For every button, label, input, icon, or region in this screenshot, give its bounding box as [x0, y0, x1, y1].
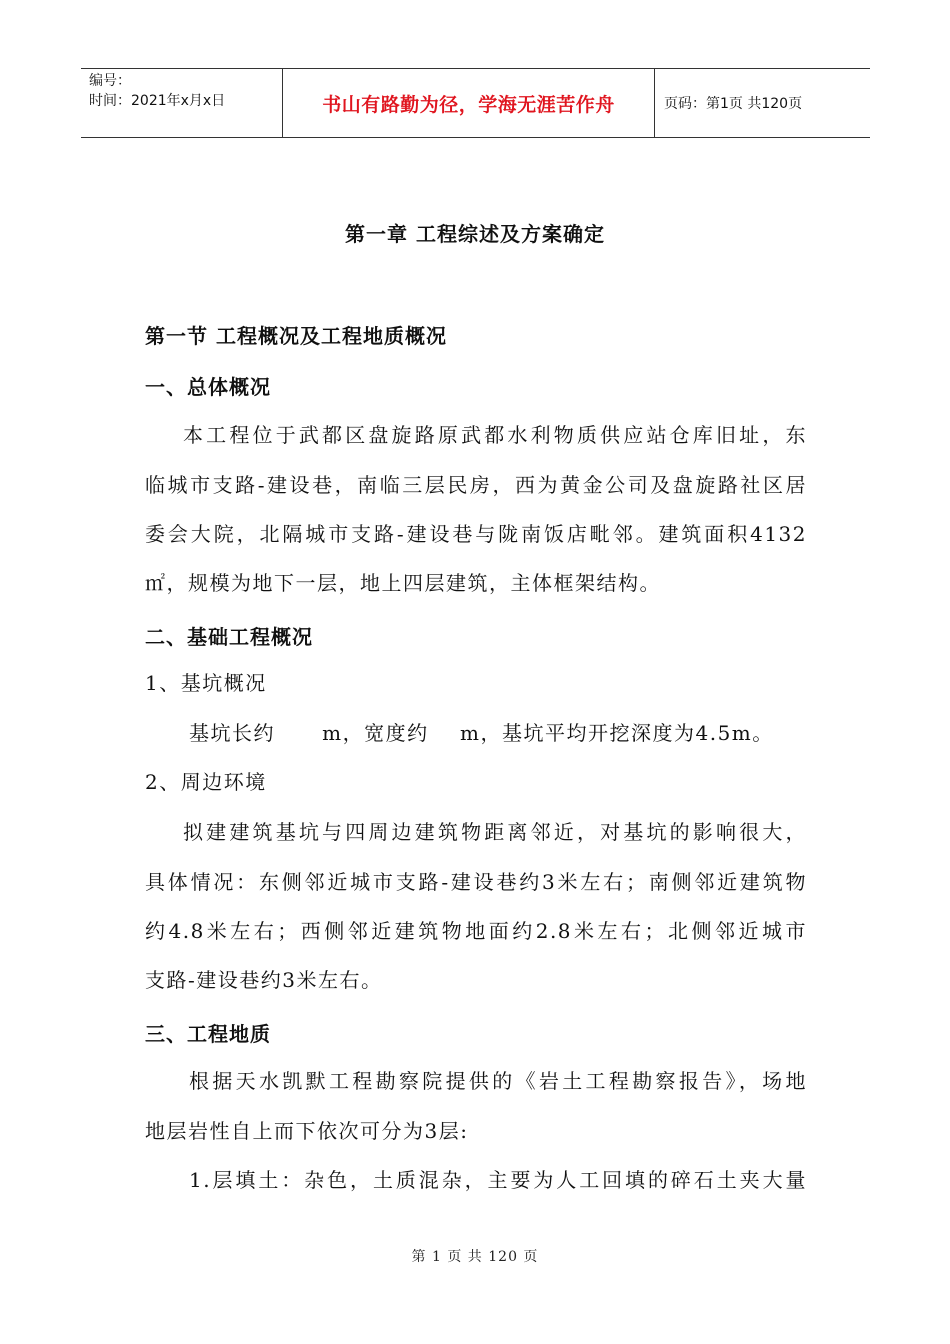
subsection-title: 三、工程地质 — [145, 1022, 271, 1046]
paragraph-line: 拟建建筑基坑与四周边建筑物距离邻近，对基坑的影响很大， — [183, 820, 807, 844]
subsection-title: 一、总体概况 — [145, 375, 271, 399]
paragraph-line: 约4.8米左右；西侧邻近建筑物地面约2.8米左右；北侧邻近城市 — [145, 919, 807, 943]
paragraph-line: ㎡，规模为地下一层，地上四层建筑，主体框架结构。 — [145, 571, 661, 595]
page-footer: 第 1 页 共 120 页 — [411, 1249, 539, 1265]
page-header — [81, 68, 870, 138]
paragraph-line: 委会大院，北隔城市支路-建设巷与陇南饭店毗邻。建筑面积4132 — [145, 522, 807, 546]
paragraph-line: 本工程位于武都区盘旋路原武都水利物质供应站仓库旧址，东 — [183, 423, 807, 447]
section-title: 第一节 工程概况及工程地质概况 — [145, 324, 447, 348]
header-meta — [89, 71, 279, 111]
paragraph-line: 地层岩性自上而下依次可分为3层: — [145, 1119, 469, 1143]
paragraph-line: 根据天水凯默工程勘察院提供的《岩土工程勘察报告》，场地 — [189, 1069, 807, 1093]
subsection-title: 二、基础工程概况 — [145, 625, 313, 649]
chapter-title: 第一章 工程综述及方案确定 — [345, 222, 605, 246]
header-page-info: 页码：第1页 共120页 — [664, 96, 803, 112]
number-label: 编号： — [89, 73, 131, 89]
item-title: 2、周边环境 — [145, 770, 267, 794]
paragraph-line: 临城市支路-建设巷，南临三层民房，西为黄金公司及盘旋路社区居 — [145, 473, 807, 497]
header-motto: 书山有路勤为径，学海无涯苦作舟 — [322, 93, 615, 116]
header-divider — [654, 69, 655, 137]
item-title: 1、基坑概况 — [145, 671, 267, 695]
time-label: 时间：2021年x月x日 — [89, 93, 226, 109]
paragraph-line: 具体情况：东侧邻近城市支路-建设巷约3米左右；南侧邻近建筑物 — [145, 870, 807, 894]
paragraph-line: 基坑长约 m，宽度约 m，基坑平均开挖深度为4.5m。 — [189, 721, 774, 745]
paragraph-line: 1.层填土：杂色，土质混杂，主要为人工回填的碎石土夹大量 — [189, 1168, 807, 1192]
paragraph-line: 支路-建设巷约3米左右。 — [145, 968, 383, 992]
